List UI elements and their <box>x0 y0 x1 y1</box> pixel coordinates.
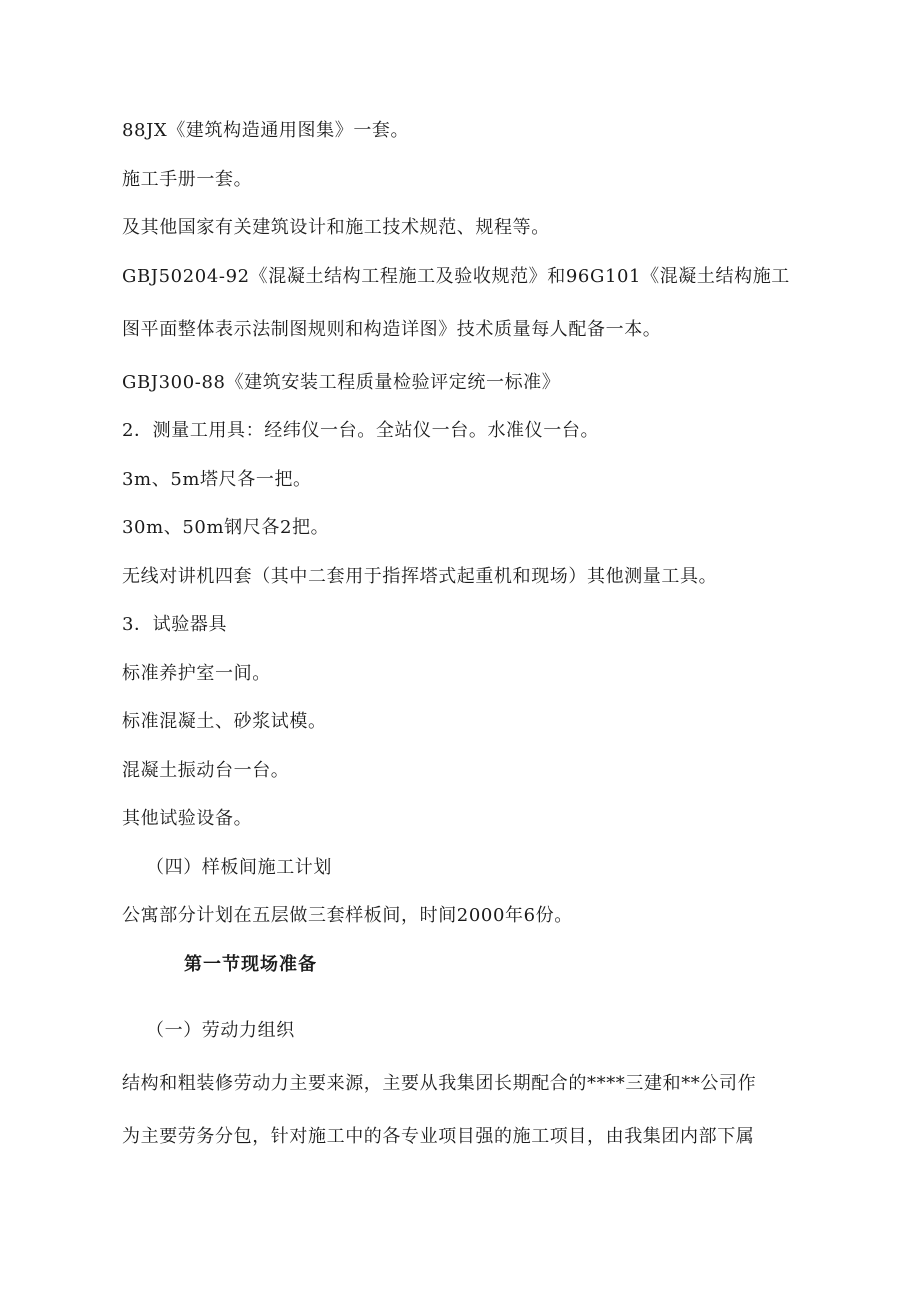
subsection-heading-sample-room: （四）样板间施工计划 <box>146 856 332 878</box>
text-line: 30m、50m钢尺各2把。 <box>122 517 330 538</box>
text-line: 标准混凝土、砂浆试模。 <box>122 711 327 732</box>
text-line: 无线对讲机四套（其中二套用于指挥塔式起重机和现场）其他测量工具。 <box>122 565 718 587</box>
text-line: 混凝土振动台一台。 <box>122 759 290 781</box>
text-line: 3m、5m塔尺各一把。 <box>122 468 312 490</box>
section-title: 第一节现场准备 <box>184 953 317 975</box>
document-body <box>122 119 822 1149</box>
text-line: 标准养护室一间。 <box>122 662 271 684</box>
text-line: 结构和粗装修劳动力主要来源，主要从我集团长期配合的****三建和**公司作 <box>122 1072 757 1094</box>
text-line: GBJ300-88《建筑安装工程质量检验评定统一标准》 <box>122 371 561 393</box>
section-heading-test-equipment: 3．试验器具 <box>122 614 228 635</box>
text-line: 及其他国家有关建筑设计和施工技术规范、规程等。 <box>122 217 550 238</box>
text-line: 施工手册一套。 <box>122 168 253 190</box>
text-line: 图平面整体表示法制图规则和构造详图》技术质量每人配备一本。 <box>122 318 662 340</box>
text-line: 88JX《建筑构造通用图集》一套。 <box>122 120 410 141</box>
section-heading-measuring-tools: 2．测量工用具：经纬仪一台。全站仪一台。水准仪一台。 <box>122 420 600 441</box>
text-line: 公寓部分计划在五层做三套样板间，时间2000年6份。 <box>122 905 573 926</box>
text-line: GBJ50204-92《混凝土结构工程施工及验收规范》和96G101《混凝土结构施工 <box>122 265 790 287</box>
text-line: 为主要劳务分包，针对施工中的各专业项目强的施工项目，由我集团内部下属 <box>122 1125 755 1147</box>
subsection-heading-labor: （一）劳动力组织 <box>146 1019 295 1041</box>
text-line: 其他试验设备。 <box>122 808 253 829</box>
